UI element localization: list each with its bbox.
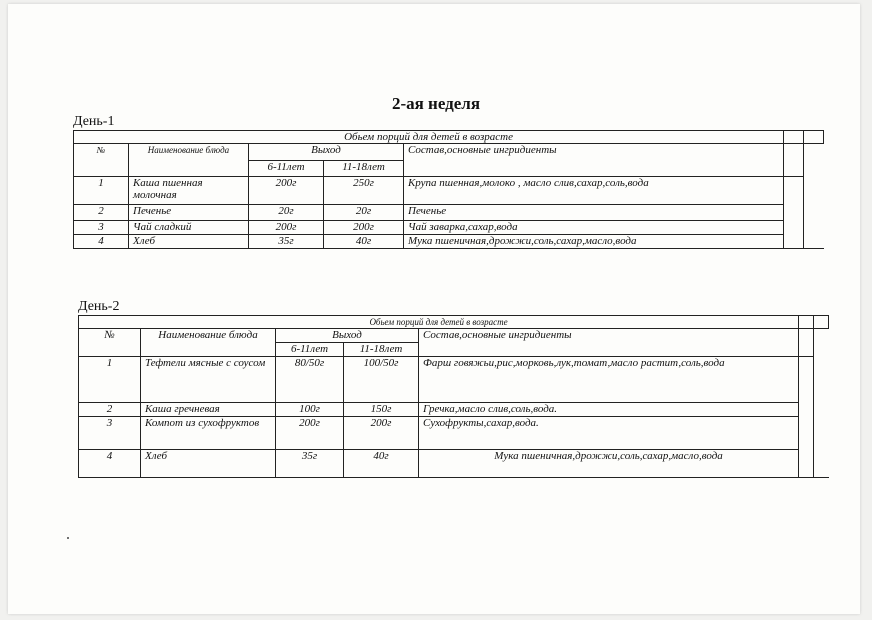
cell-age1: 80/50г xyxy=(276,357,344,403)
cell-no: 3 xyxy=(79,417,141,450)
cell-no: 4 xyxy=(74,235,129,249)
cell-no: 1 xyxy=(79,357,141,403)
table-row xyxy=(74,205,824,221)
cell-age1: 35г xyxy=(249,235,324,249)
cell-age2: 200г xyxy=(344,417,419,450)
cell-name: Чай сладкий xyxy=(129,221,249,235)
cell-age1: 35г xyxy=(276,450,344,478)
day1-col-no: № xyxy=(74,144,129,177)
cell-ingredients: Фарш говяжьи,рис,морковь,лук,томат,масло растит,соль,вода xyxy=(419,357,799,403)
ink-dot xyxy=(67,537,69,539)
cell-name: Хлеб xyxy=(141,450,276,478)
day2-header-span: Обьем порций для детей в возрасте xyxy=(79,316,799,329)
day1-col-ingredients: Состав,основные ингридиенты xyxy=(404,144,784,177)
cell-ingredients: Крупа пшенная,молоко , масло слив,сахар,соль,вода xyxy=(404,177,784,205)
cell-ingredients: Сухофрукты,сахар,вода. xyxy=(419,417,799,450)
day1-col-output: Выход xyxy=(249,144,404,161)
day1-col-age2: 11-18лет xyxy=(324,161,404,177)
cell-age2: 100/50г xyxy=(344,357,419,403)
day2-col-output: Выход xyxy=(276,329,419,343)
cell-ingredients: Мука пшеничная,дрожжи,соль,сахар,масло,вода xyxy=(404,235,784,249)
cell-no: 2 xyxy=(74,205,129,221)
cell-name: Компот из сухофруктов xyxy=(141,417,276,450)
cell-ingredients: Печенье xyxy=(404,205,784,221)
day2-col-name: Наименование блюда xyxy=(141,329,276,357)
table-row xyxy=(79,357,829,403)
table-row xyxy=(74,235,824,249)
cell-name: Тефтели мясные с соусом xyxy=(141,357,276,403)
day2-col-no: № xyxy=(79,329,141,357)
cell-no: 4 xyxy=(79,450,141,478)
table-row xyxy=(74,177,824,205)
day1-label: День-1 xyxy=(73,114,115,129)
day1-col-name: Наименование блюда xyxy=(129,144,249,177)
cell-age1: 200г xyxy=(249,221,324,235)
cell-ingredients: Мука пшеничная,дрожжи,соль,сахар,масло,вода xyxy=(419,450,799,478)
cell-name: Хлеб xyxy=(129,235,249,249)
table-row xyxy=(79,417,829,450)
day2-menu-table xyxy=(78,315,829,478)
day2-col-age2: 11-18лет xyxy=(344,343,419,357)
cell-ingredients: Чай заварка,сахар,вода xyxy=(404,221,784,235)
cell-age2: 150г xyxy=(344,403,419,417)
cell-age1: 20г xyxy=(249,205,324,221)
cell-name: Каша гречневая xyxy=(141,403,276,417)
cell-no: 3 xyxy=(74,221,129,235)
cell-age1: 200г xyxy=(249,177,324,205)
cell-age2: 40г xyxy=(324,235,404,249)
day1-menu-table xyxy=(73,130,824,249)
table-row xyxy=(79,450,829,478)
cell-age1: 100г xyxy=(276,403,344,417)
cell-no: 2 xyxy=(79,403,141,417)
day2-col-ingredients: Состав,основные ингридиенты xyxy=(419,329,799,357)
day2-label: День-2 xyxy=(78,299,120,314)
cell-age2: 250г xyxy=(324,177,404,205)
cell-name: Каша пшенная молочная xyxy=(129,177,249,205)
table-row xyxy=(79,403,829,417)
day2-col-age1: 6-11лет xyxy=(276,343,344,357)
cell-age1: 200г xyxy=(276,417,344,450)
cell-name: Печенье xyxy=(129,205,249,221)
table-row xyxy=(74,221,824,235)
day1-col-age1: 6-11лет xyxy=(249,161,324,177)
page-title: 2-ая неделя xyxy=(391,94,481,113)
cell-ingredients: Гречка,масло слив,соль,вода. xyxy=(419,403,799,417)
cell-age2: 20г xyxy=(324,205,404,221)
cell-age2: 200г xyxy=(324,221,404,235)
cell-age2: 40г xyxy=(344,450,419,478)
cell-no: 1 xyxy=(74,177,129,205)
day1-header-span: Обьем порций для детей в возрасте xyxy=(74,131,784,144)
